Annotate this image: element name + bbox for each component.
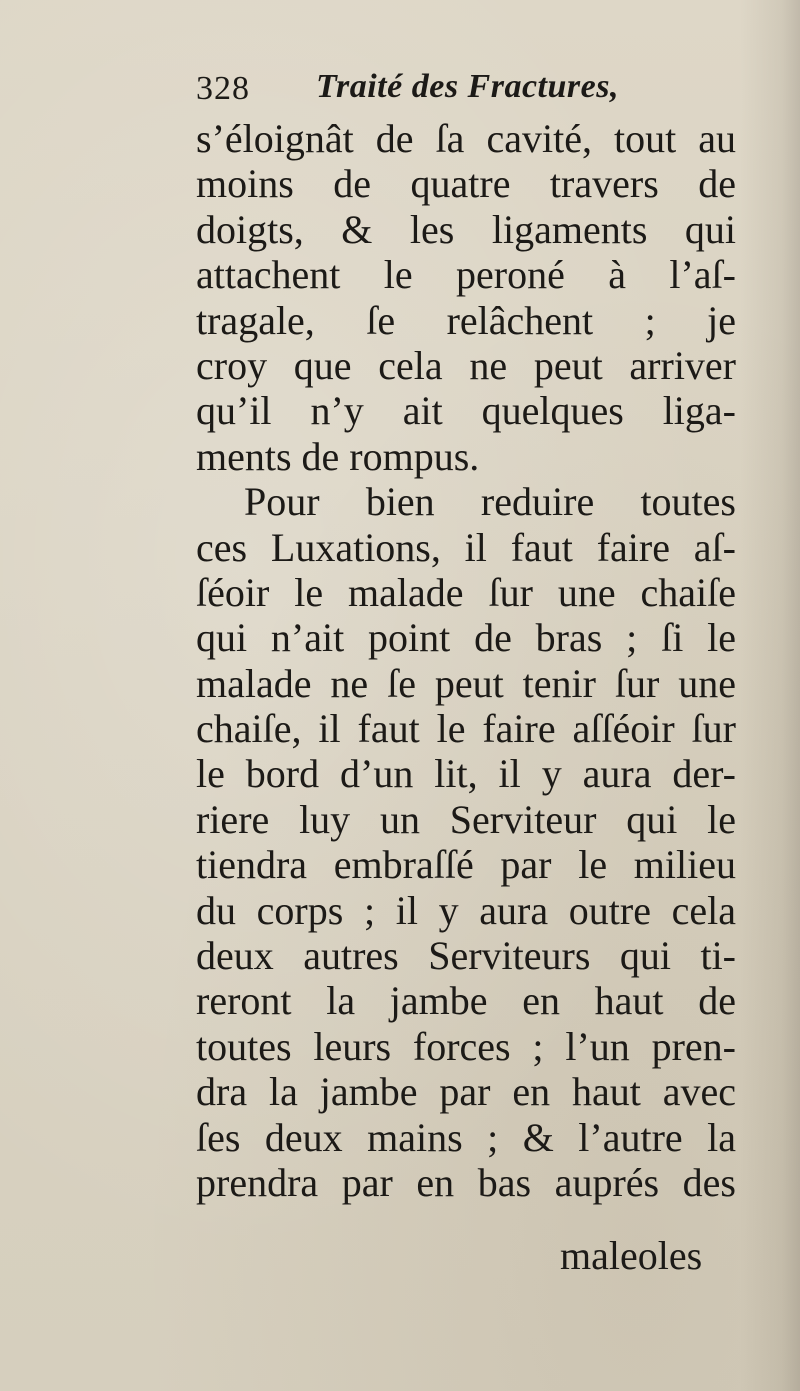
text-line: tragale, ſe relâchent ; je [196,297,736,343]
text-line: deux autres Serviteurs qui ti- [196,933,736,979]
page-number: 328 [196,70,250,107]
text-line: toutes leurs forces ; l’un pren- [196,1023,736,1069]
text-line: tiendra embraſſé par le milieu [196,842,736,888]
page-header [196,66,736,120]
text-line: reront la jambe en haut de [196,978,736,1024]
text-line: qui n’ait point de bras ; ſi le [196,615,736,661]
text-line: s’éloignât de ſa cavité, tout au [196,116,736,161]
text-line: moins de quatre travers de [196,161,736,207]
text-line: prendra par en bas auprés des [196,1159,736,1205]
page-edge-shadow [740,0,800,1391]
text-line: ments de rompus. [196,433,480,479]
text-line: Pour bien reduire toutes [244,479,736,525]
text-line: ſéoir le malade ſur une chaiſe [196,569,736,615]
text-line: ces Luxations, il faut faire aſ- [196,524,736,570]
text-line: malade ne ſe peut tenir ſur une [196,660,736,706]
text-line: croy que cela ne peut arriver [196,342,736,388]
catchword: maleoles [560,1233,703,1278]
text-line: ſes deux mains ; & l’autre la [196,1114,736,1160]
text-line: qu’il n’y ait quelques liga- [196,388,736,434]
text-line: chaiſe, il faut le faire aſſéoir ſur [196,706,736,752]
text-line: du corps ; il y aura outre cela [196,887,736,933]
body-text [196,116,736,1205]
running-title: Traité des Fractures, [316,68,619,105]
text-line: dra la jambe par en haut avec [196,1069,736,1115]
text-line: doigts, & les ligaments qui [196,206,736,252]
text-line: attachent le peroné à l’aſ- [196,252,736,298]
text-line: le bord d’un lit, il y aura der- [196,751,736,797]
text-line: riere luy un Serviteur qui le [196,796,736,842]
